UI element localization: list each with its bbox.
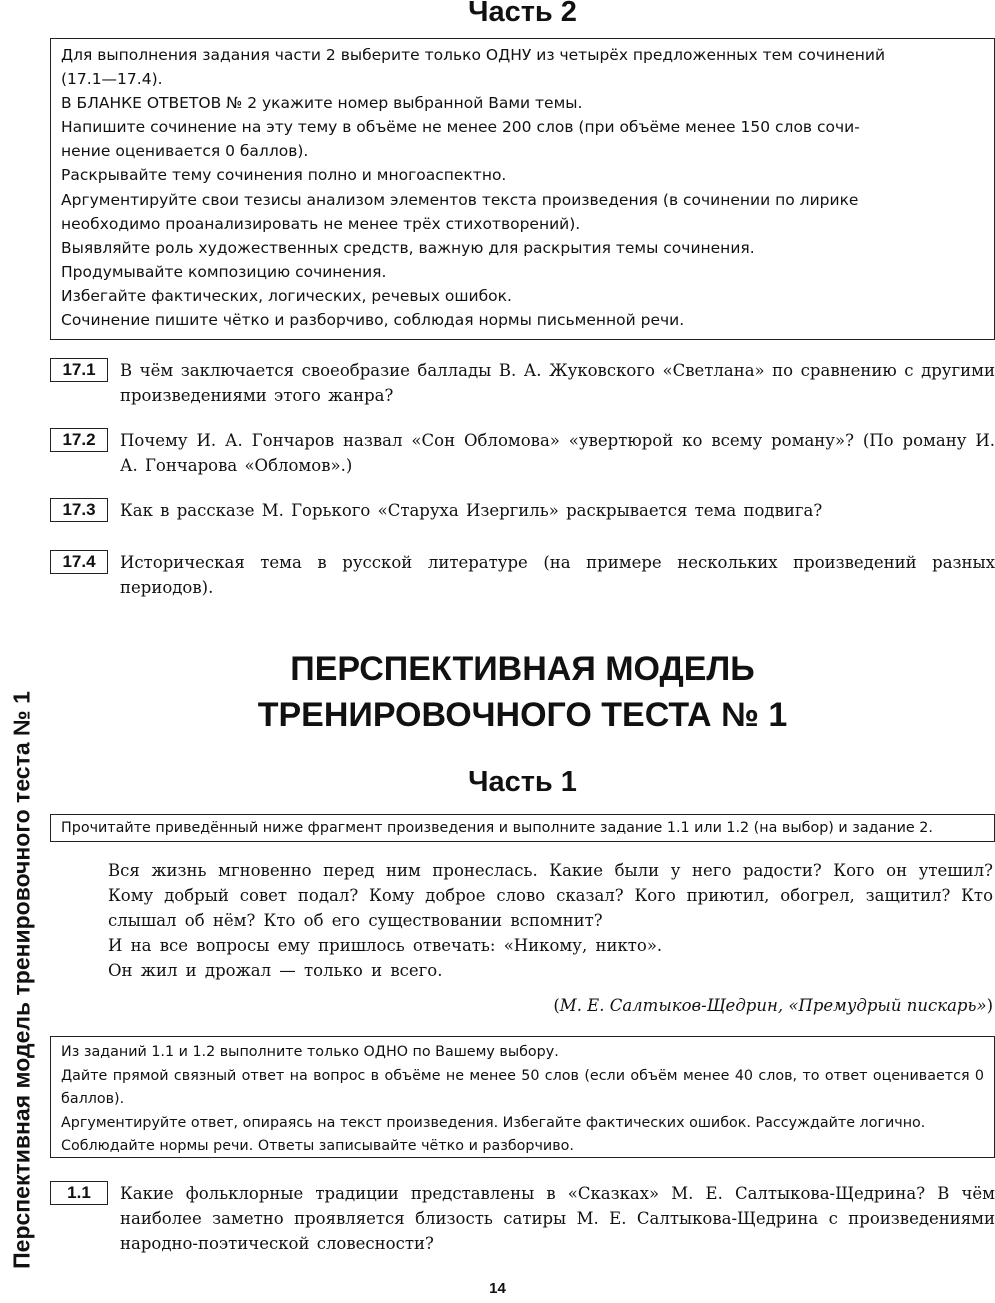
- task-number: 1.1: [50, 1181, 108, 1205]
- task-17-1: [50, 358, 995, 410]
- task-number: 17.2: [50, 428, 108, 452]
- part2-title: Часть 2: [468, 0, 577, 28]
- model-title-line1: ПЕРСПЕКТИВНАЯ МОДЕЛЬ: [290, 650, 755, 688]
- instruction-line: В БЛАНКЕ ОТВЕТОВ № 2 укажите номер выбранной Вами темы.: [61, 94, 583, 113]
- attribution-open: (: [553, 996, 560, 1015]
- part1-instruction-text: Прочитайте приведённый ниже фрагмент произведения и выполните задание 1.1 или 1.2 (на выбор) и задание 2.: [61, 820, 933, 836]
- passage-paragraph: И на все вопросы ему пришлось отвечать: «Никому, никто».: [108, 936, 663, 955]
- task-17-2: [50, 428, 995, 480]
- instruction-line: нение оценивается 0 баллов).: [61, 142, 309, 161]
- page-number: 14: [489, 1280, 506, 1297]
- task-17-4: [50, 550, 995, 602]
- instruction-line: Из заданий 1.1 и 1.2 выполните только ОДНО по Вашему выбору.: [61, 1044, 559, 1060]
- model-title-line2: ТРЕНИРОВОЧНОГО ТЕСТА № 1: [257, 696, 788, 734]
- task-number: 17.3: [50, 498, 108, 522]
- instruction-line: Выявляйте роль художественных средств, важную для раскрытия темы сочинения.: [61, 238, 755, 257]
- passage-paragraph: Он жил и дрожал — только и всего.: [108, 961, 443, 980]
- instruction-line: Избегайте фактических, логических, речевых ошибок.: [61, 286, 512, 305]
- instruction-line: Раскрывайте тему сочинения полно и многоаспектно.: [61, 166, 507, 185]
- instruction-line: Аргументируйте свои тезисы анализом элементов текста произведения (в сочинении по лирике: [61, 190, 859, 209]
- model-title: [50, 646, 995, 738]
- instruction-line: Напишите сочинение на эту тему в объёме не менее 200 слов (при объёме менее 150 слов сочи-: [61, 118, 860, 137]
- passage-attribution: [553, 993, 993, 1018]
- passage-paragraph: Вся жизнь мгновенно перед ним пронеслась. Какие были у него радости? Кого он утешил? Кому добрый совет подал? Кому доброе слово сказал? Кого приютил, обогрел, защитил? Кто слышал об нём? Кто об его существовании вспомнит?: [108, 861, 993, 930]
- instruction-line: Аргументируйте ответ, опираясь на текст произведения. Избегайте фактических ошибок. Рассуждайте логично.: [61, 1114, 926, 1131]
- task-17-3: [50, 498, 995, 526]
- instruction-line: Соблюдайте нормы речи. Ответы записывайте чётко и разборчиво.: [61, 1138, 574, 1154]
- attribution-close: ): [986, 996, 993, 1015]
- instruction-line: Сочинение пишите чётко и разборчиво, соблюдая нормы письменной речи.: [61, 311, 685, 330]
- task-text: В чём заключается своеобразие баллады В. А. Жуковского «Светлана» по сравнению с другими произведениями этого жанра?: [120, 361, 995, 405]
- side-running-title: [0, 660, 46, 1300]
- part1-instructions2-box: [50, 1036, 995, 1158]
- task-number: 17.1: [50, 358, 108, 382]
- task-number: 17.4: [50, 550, 108, 574]
- part1-title: Часть 1: [468, 766, 577, 798]
- instruction-line: Для выполнения задания части 2 выберите только ОДНУ из четырёх предложенных тем сочинений: [61, 46, 886, 64]
- part2-instructions-box: [50, 38, 995, 340]
- task-text: Как в рассказе М. Горького «Старуха Изергиль» раскрывается тема подвига?: [120, 501, 823, 520]
- task-1-1: [50, 1181, 995, 1259]
- side-running-title-text: Перспективная модель тренировочного теста № 1: [8, 691, 35, 1269]
- part1-instruction-box: [50, 814, 995, 842]
- literary-passage: [108, 858, 993, 983]
- instruction-line: необходимо проанализировать не менее трёх стихотворений).: [61, 214, 581, 233]
- instruction-line: (17.1—17.4).: [61, 70, 163, 89]
- task-text: Почему И. А. Гончаров назвал «Сон Обломова» «увертюрой ко всему роману»? (По роману И. А. Гончарова «Обломов».): [120, 431, 995, 475]
- attribution-author: М. Е. Салтыков-Щедрин, «Премудрый пискарь»: [559, 996, 987, 1015]
- instruction-line: Дайте прямой связный ответ на вопрос в объёме не менее 50 слов (если объём менее 40 слов, то ответ оценивается 0 баллов).: [61, 1067, 984, 1107]
- instruction-line: Продумывайте композицию сочинения.: [61, 262, 387, 281]
- task-text: Какие фольклорные традиции представлены в «Сказках» М. Е. Салтыкова-Щедрина? В чём наиболее заметно проявляется близость сатиры М. Е. Салтыкова-Щедрина с произведениями народно-поэтической словесности?: [120, 1184, 995, 1253]
- task-text: Историческая тема в русской литературе (на примере нескольких произведений разных периодов).: [120, 553, 995, 597]
